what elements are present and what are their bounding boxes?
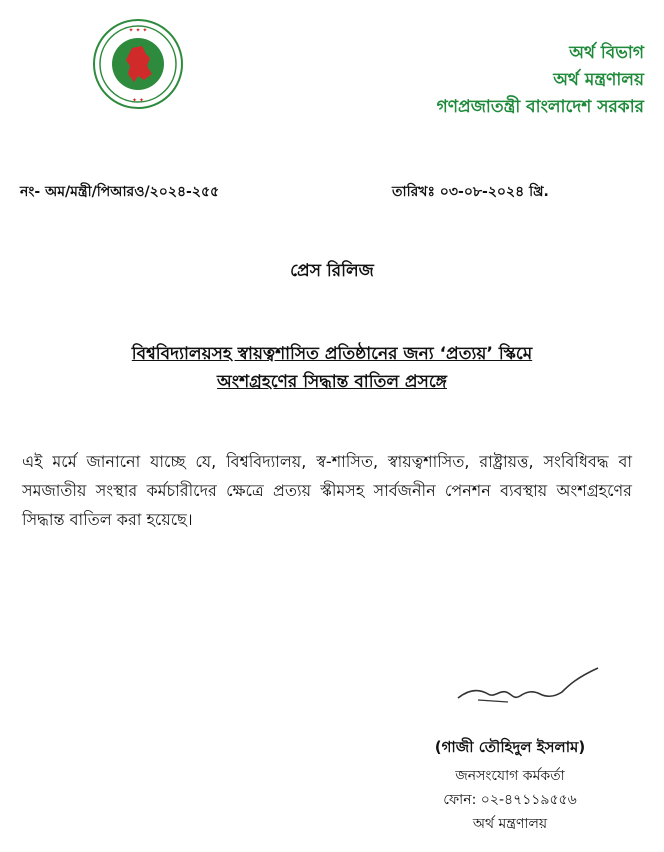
subject-line-2: অংশগ্রহণের সিদ্ধান্ত বাতিল প্রসঙ্গে — [217, 372, 447, 392]
government-name: গণপ্রজাতন্ত্রী বাংলাদেশ সরকার — [436, 97, 644, 117]
government-seal-icon — [92, 18, 184, 110]
handwritten-signature — [448, 660, 608, 710]
office-header — [437, 40, 644, 121]
issue-date: তারিখঃ ০৩-০৮-২০২৪ খ্রি. — [392, 184, 549, 200]
reference-number: নং- অম/মন্ত্রী/পিআরও/২০২৪-২৫৫ — [20, 184, 220, 200]
page-title: প্রেস রিলিজ — [290, 261, 374, 281]
svg-text:✦ ✦ ✦: ✦ ✦ ✦ — [128, 27, 148, 34]
subject-line-1: বিশ্ববিদ্যালয়সহ স্বায়ত্বশাসিত প্রতিষ্ঠানের জন্য ‘প্রত্যয়’ স্কিমে — [131, 344, 533, 364]
svg-text:✦ ✦: ✦ ✦ — [132, 97, 144, 104]
signatory-phone: ফোন: ০২-৪৭১১৯৫৫৬ — [443, 792, 577, 808]
body-paragraph: এই মর্মে জানানো যাচ্ছে যে, বিশ্ববিদ্যালয়, স্ব-শাসিত, স্বায়ত্বশাসিত, রাষ্ট্রায়ত্ত, সংবিধিবদ্ধ বা সমজাতীয় সংস্থার কর্মচারীদের ক্ষেত্রে প্রত্যয় স্কীমসহ সার্বজনীন পেনশন ব্যবস্থায় অংশগ্রহণের সিদ্ধান্ত বাতিল করা হয়েছে। — [22, 452, 632, 529]
ministry-name: অর্থ মন্ত্রণালয় — [553, 70, 644, 90]
subject-heading — [30, 340, 634, 396]
signatory-office: অর্থ মন্ত্রণালয় — [472, 816, 548, 832]
signatory-name: (গাজী তৌহিদুল ইসলাম) — [434, 738, 586, 756]
signatory-designation: জনসংযোগ কর্মকর্তা — [455, 768, 565, 784]
department-name: অর্থ বিভাগ — [569, 43, 644, 63]
